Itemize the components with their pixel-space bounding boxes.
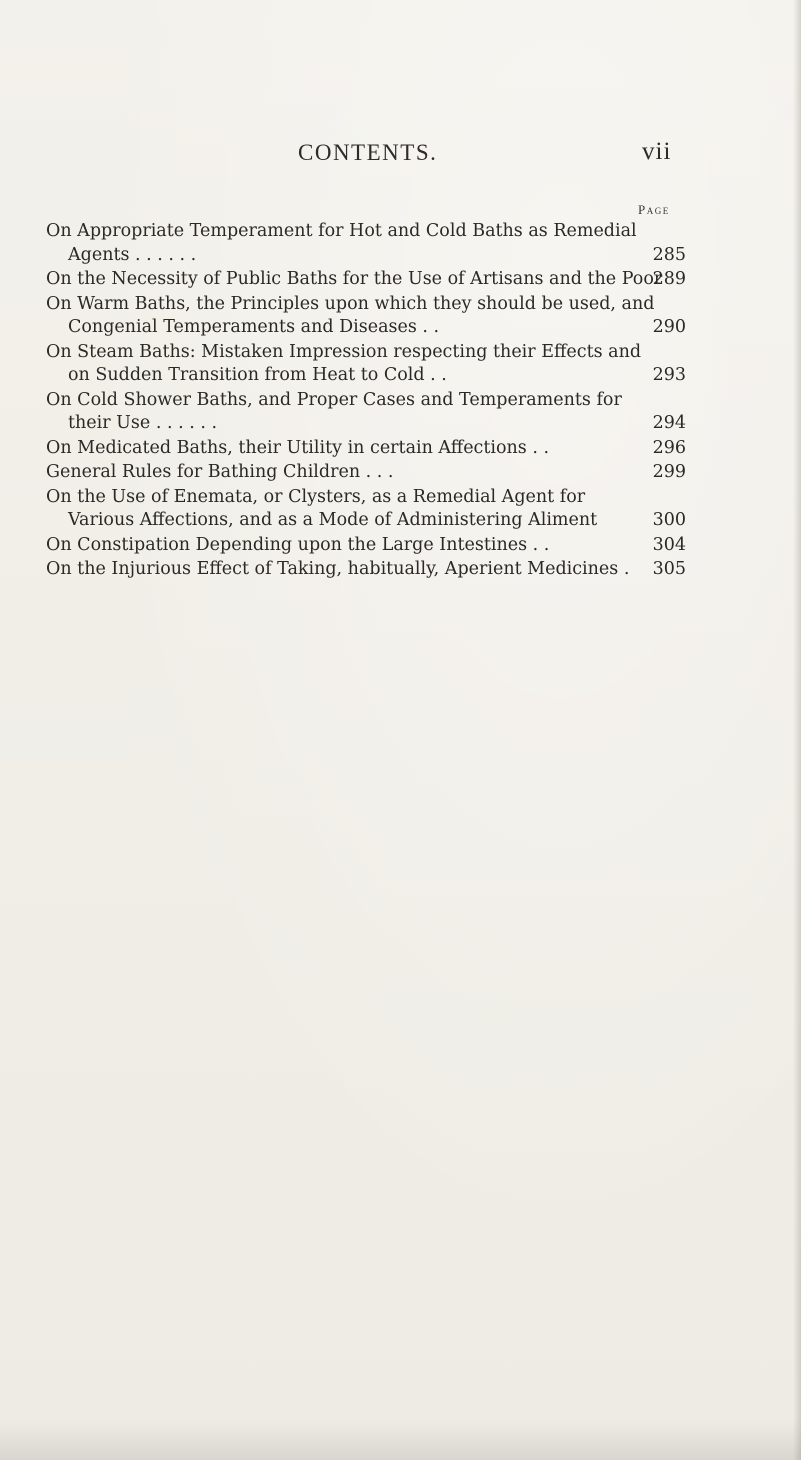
entry-title-line: On Medicated Baths, their Utility in certain Affections . . xyxy=(46,437,550,458)
entry-title-line: On Warm Baths, the Principles upon which they should be used, and xyxy=(46,293,655,314)
toc-entry xyxy=(46,461,686,485)
entry-title-line: On the Injurious Effect of Taking, habitually, Aperient Medicines . xyxy=(46,559,630,579)
page-edge-shading xyxy=(793,0,801,1460)
entry-title-line: On Cold Shower Baths, and Proper Cases and Temperaments for xyxy=(46,389,622,410)
entry-page-number: 290 xyxy=(652,317,686,337)
entry-page-number: 296 xyxy=(652,437,686,458)
entry-page-number: 304 xyxy=(652,534,686,555)
entry-title-continuation: Various Affections, and as a Mode of Administering Aliment xyxy=(68,510,598,530)
entry-page-number: 300 xyxy=(652,510,686,530)
toc-entry xyxy=(46,558,686,582)
header-page-number: vii xyxy=(642,138,672,165)
entry-page-number: 289 xyxy=(652,269,686,289)
entry-page-number: 294 xyxy=(652,413,686,433)
entry-title-continuation: Congenial Temperaments and Diseases . . xyxy=(68,317,440,337)
entry-title-line: On Steam Baths: Mistaken Impression respecting their Effects and xyxy=(46,341,642,362)
entry-title-continuation: their Use . . . . . . xyxy=(68,413,218,433)
toc-entry xyxy=(46,341,686,388)
entry-title-line: On the Necessity of Public Baths for the Use of Artisans and the Poor xyxy=(46,269,663,289)
toc-entry xyxy=(46,389,686,436)
entry-title-continuation: Agents . . . . . . xyxy=(68,244,197,265)
toc-entry xyxy=(46,437,686,461)
entry-page-number: 305 xyxy=(652,559,686,579)
contents-list xyxy=(46,220,686,582)
page-column-label: Page xyxy=(638,202,670,217)
entry-title-continuation: on Sudden Transition from Heat to Cold . . xyxy=(68,365,447,385)
entry-title-line: General Rules for Bathing Children . . . xyxy=(46,462,394,482)
running-header xyxy=(0,140,801,180)
header-title: CONTENTS. xyxy=(298,140,438,165)
toc-entry xyxy=(46,486,686,533)
entry-title-line: On Constipation Depending upon the Large Intestines . . xyxy=(46,534,550,555)
entry-page-number: 293 xyxy=(652,365,686,385)
toc-entry xyxy=(46,534,686,558)
entry-page-number: 285 xyxy=(652,244,686,265)
entry-page-number: 299 xyxy=(652,462,686,482)
entry-title-line: On Appropriate Temperament for Hot and Cold Baths as Remedial xyxy=(46,221,637,241)
page-bottom-shading xyxy=(0,1420,801,1460)
entry-title-line: On the Use of Enemata, or Clysters, as a Remedial Agent for xyxy=(46,486,586,507)
toc-entry xyxy=(46,268,686,292)
toc-entry xyxy=(46,220,686,267)
toc-entry xyxy=(46,293,686,340)
